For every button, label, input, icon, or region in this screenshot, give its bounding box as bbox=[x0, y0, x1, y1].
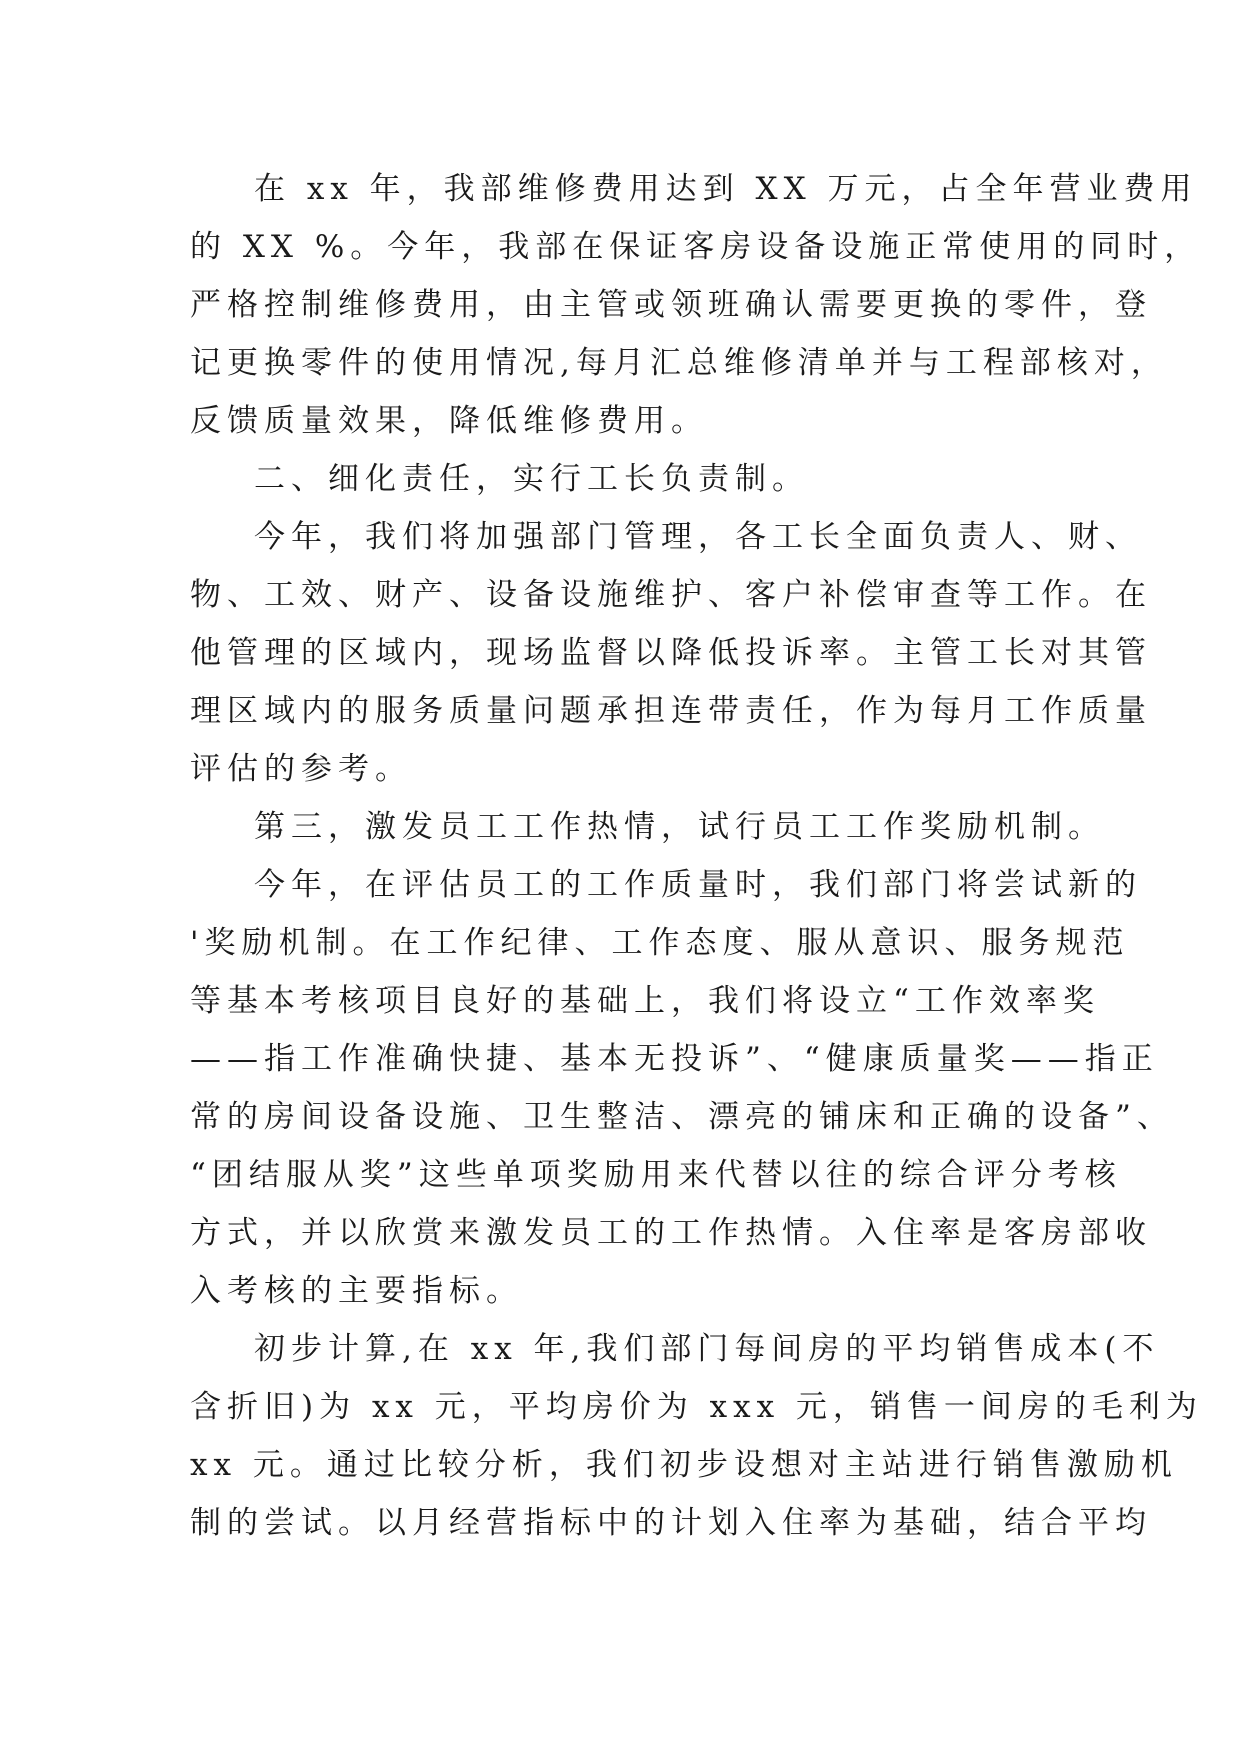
paragraph-2-line-3: 他管理的区域内，现场监督以降低投诉率。主管工长对其管 bbox=[190, 635, 1152, 671]
paragraph-2-line-5: 评估的参考。 bbox=[190, 751, 412, 787]
paragraph-3-line-4: ——指工作准确快捷、基本无投诉”、“健康质量奖——指正 bbox=[190, 1041, 1159, 1077]
paragraph-4-line-2: 含折旧)为 xx 元，平均房价为 xxx 元，销售一间房的毛利为 bbox=[190, 1389, 1203, 1425]
paragraph-2-line-2: 物、工效、财产、设备设施维护、客户补偿审查等工作。在 bbox=[190, 577, 1152, 613]
paragraph-2-line-1: 今年，我们将加强部门管理，各工长全面负责人、财、 bbox=[254, 519, 1142, 555]
paragraph-4-line-4: 制的尝试。以月经营指标中的计划入住率为基础，结合平均 bbox=[190, 1505, 1152, 1541]
paragraph-4-line-3: xx 元。通过比较分析，我们初步设想对主站进行销售激励机 bbox=[190, 1447, 1178, 1483]
paragraph-1-line-2: 的 XX %。今年，我部在保证客房设备设施正常使用的同时， bbox=[190, 229, 1202, 265]
paragraph-3-line-3: 等基本考核项目良好的基础上，我们将设立“工作效率奖 bbox=[190, 983, 1100, 1019]
paragraph-3-line-6: “团结服从奖”这些单项奖励用来代替以往的综合评分考核 bbox=[190, 1157, 1122, 1193]
paragraph-1-line-3: 严格控制维修费用，由主管或领班确认需要更换的零件，登 bbox=[190, 287, 1152, 323]
section-heading-2: 二、细化责任，实行工长负责制。 bbox=[254, 461, 809, 497]
paragraph-1-line-1: 在 xx 年，我部维修费用达到 XX 万元，占全年营业费用 bbox=[254, 171, 1198, 207]
paragraph-3-line-2: '奖励机制。在工作纪律、工作态度、服从意识、服务规范 bbox=[190, 925, 1130, 961]
document-body bbox=[190, 160, 1203, 1552]
section-heading-3: 第三，激发员工工作热情，试行员工工作奖励机制。 bbox=[254, 809, 1105, 845]
paragraph-3-line-5: 常的房间设备设施、卫生整洁、漂亮的铺床和正确的设备”、 bbox=[190, 1099, 1174, 1135]
paragraph-1-line-5: 反馈质量效果，降低维修费用。 bbox=[190, 403, 708, 439]
paragraph-1-line-4: 记更换零件的使用情况,每月汇总维修清单并与工程部核对， bbox=[190, 345, 1168, 381]
paragraph-3-line-8: 入考核的主要指标。 bbox=[190, 1273, 523, 1309]
paragraph-4-line-1: 初步计算,在 xx 年,我们部门每间房的平均销售成本(不 bbox=[254, 1331, 1160, 1367]
paragraph-3-line-7: 方式，并以欣赏来激发员工的工作热情。入住率是客房部收 bbox=[190, 1215, 1152, 1251]
paragraph-2-line-4: 理区域内的服务质量问题承担连带责任，作为每月工作质量 bbox=[190, 693, 1152, 729]
paragraph-3-line-1: 今年，在评估员工的工作质量时，我们部门将尝试新的 bbox=[254, 867, 1142, 903]
